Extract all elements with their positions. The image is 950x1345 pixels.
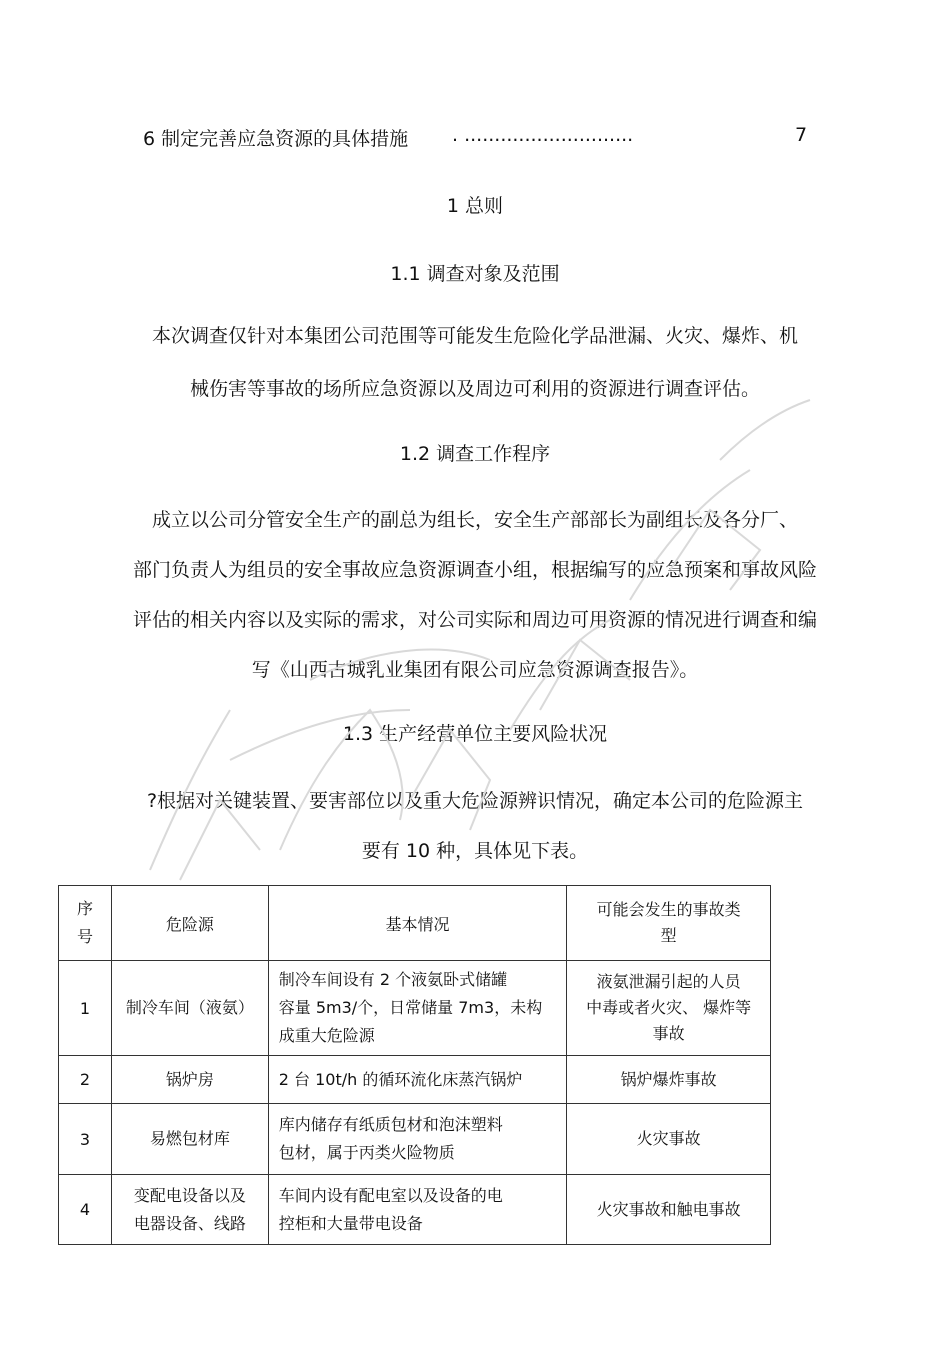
- toc-entry-title: 6 制定完善应急资源的具体措施: [143, 128, 409, 150]
- paragraph-line: 部门负责人为组员的安全事故应急资源调查小组，根据编写的应急预案和事故风险: [132, 559, 817, 581]
- table-header-row: [59, 886, 771, 961]
- cell-hazard: 变配电设备以及 电器设备、线路: [111, 1175, 268, 1245]
- cell-basic: 制冷车间设有 2 个液氨卧式储罐 容量 5m3/个，日常储量 7m3，未构 成重大危险源: [268, 961, 567, 1056]
- cell-accident: 火灾事故: [567, 1104, 771, 1175]
- paragraph-line: 评估的相关内容以及实际的需求，对公司实际和周边可用资源的情况进行调查和编: [132, 609, 817, 631]
- paragraph-line: 本次调查仅针对本集团公司范围等可能发生危险化学品泄漏、火灾、爆炸、机: [151, 325, 798, 347]
- paragraph-line: 械伤害等事故的场所应急资源以及周边可利用的资源进行调查评估。: [189, 378, 760, 400]
- cell-accident: 火灾事故和触电事故: [567, 1175, 771, 1245]
- header-basic: 基本情况: [268, 886, 567, 961]
- table-row: [59, 1104, 771, 1175]
- header-accident: 可能会发生的事故类 型: [567, 886, 771, 961]
- cell-basic: 车间内设有配电室以及设备的电 控柜和大量带电设备: [268, 1175, 567, 1245]
- paragraph-line: 写《山西古城乳业集团有限公司应急资源调查报告》。: [251, 659, 699, 681]
- section-heading-general: 1 总则: [446, 195, 504, 217]
- paragraph-line: 要有 10 种，具体见下表。: [361, 840, 589, 862]
- cell-basic: 库内储存有纸质包材和泡沫塑料 包材，属于丙类火险物质: [268, 1104, 567, 1175]
- cell-accident: 锅炉爆炸事故: [567, 1056, 771, 1104]
- cell-seq: 4: [59, 1175, 112, 1245]
- header-hazard: 危险源: [111, 886, 268, 961]
- cell-hazard: 易燃包材库: [111, 1104, 268, 1175]
- cell-hazard: 锅炉房: [111, 1056, 268, 1104]
- hazard-table: [58, 885, 771, 1245]
- toc-page-number: 7: [795, 124, 808, 146]
- section-heading-1-1: 1.1 调查对象及范围: [390, 263, 560, 285]
- header-seq: 序 号: [59, 886, 112, 961]
- cell-seq: 2: [59, 1056, 112, 1104]
- cell-hazard: 制冷车间（液氨）: [111, 961, 268, 1056]
- table-row: [59, 1056, 771, 1104]
- table-row: [59, 961, 771, 1056]
- cell-seq: 1: [59, 961, 112, 1056]
- paragraph-line: ?根据对关键装置、要害部位以及重大危险源辨识情况，确定本公司的危险源主: [146, 790, 804, 812]
- cell-basic: 2 台 10t/h 的循环流化床蒸汽锅炉: [268, 1056, 567, 1104]
- toc-leader-dots: . ............................: [452, 124, 634, 146]
- table-row: [59, 1175, 771, 1245]
- cell-accident: 液氨泄漏引起的人员 中毒或者火灾、 爆炸等 事故: [567, 961, 771, 1056]
- paragraph-line: 成立以公司分管安全生产的副总为组长，安全生产部部长为副组长及各分厂、: [151, 509, 798, 531]
- section-heading-1-2: 1.2 调查工作程序: [399, 443, 551, 465]
- section-heading-1-3: 1.3 生产经营单位主要风险状况: [342, 723, 608, 745]
- cell-seq: 3: [59, 1104, 112, 1175]
